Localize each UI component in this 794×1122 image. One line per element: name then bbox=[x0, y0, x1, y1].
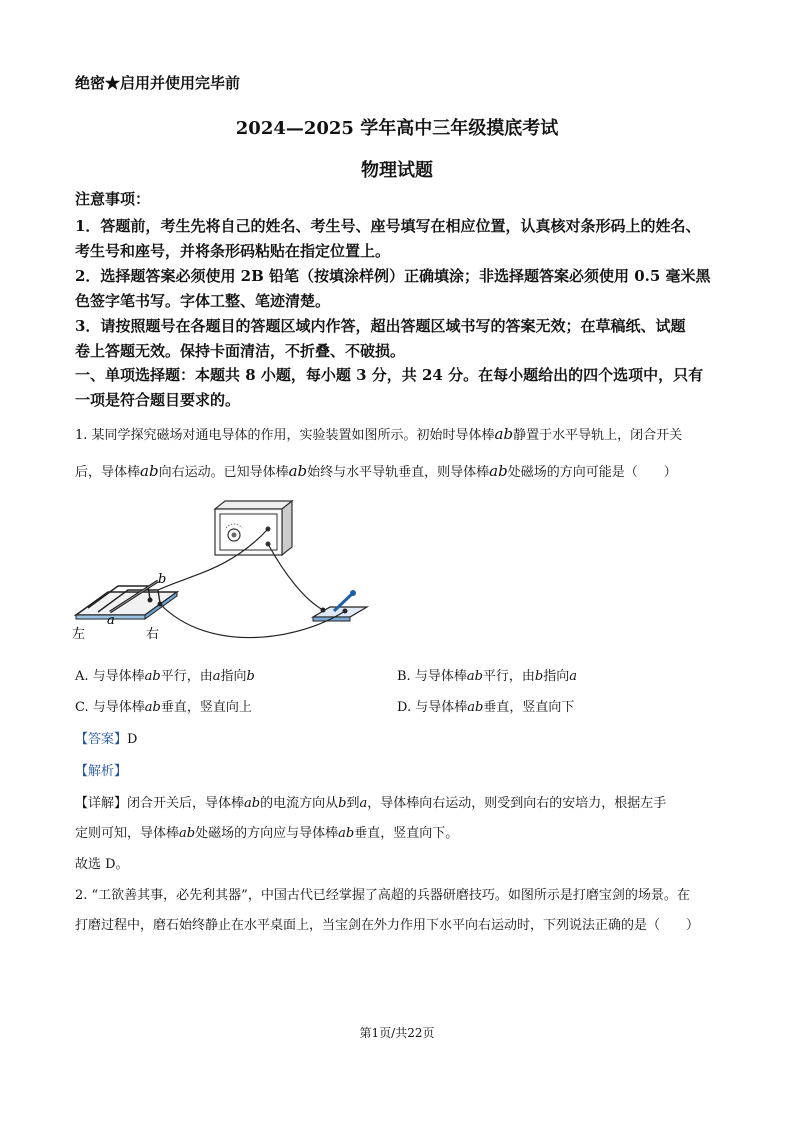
label-left: 左 bbox=[72, 627, 86, 642]
note-2-line-1: 2．选择题答案必须使用 2B 铅笔（按填涂样例）正确填涂；非选择题答案必须使用 0.5 毫米黑 bbox=[75, 267, 711, 285]
label-b: b bbox=[158, 572, 167, 587]
detail-line-2: 定则可知，导体棒ab处磁场的方向应与导体棒ab垂直，竖直向下。 bbox=[75, 826, 459, 841]
section-1-line-1: 一、单项选择题：本题共 8 小题，每小题 3 分，共 24 分。在每小题给出的四个选项中，只有 bbox=[75, 366, 704, 384]
experiment-figure bbox=[70, 495, 370, 645]
q2-text-line-2: 打磨过程中，磨石始终静止在水平桌面上，当宝剑在外力作用下水平向右运动时，下列说法正确的是（ ） bbox=[75, 918, 700, 933]
q1-text-line-2: 后，导体棒ab向右运动。已知导体棒ab始终与水平导轨垂直，则导体棒ab处磁场的方向可能是（ ） bbox=[75, 462, 677, 480]
power-supply bbox=[215, 501, 292, 555]
answer-tag: 【答案】 bbox=[75, 732, 128, 747]
notes-heading: 注意事项： bbox=[75, 190, 151, 208]
page-footer: 第1页/共22页 bbox=[359, 1026, 435, 1040]
option-a: A. 与导体棒ab平行，由a指向b bbox=[75, 669, 255, 684]
subject-title: 物理试题 bbox=[361, 160, 433, 181]
option-c: C. 与导体棒ab垂直，竖直向上 bbox=[75, 700, 252, 715]
label-a: a bbox=[107, 613, 115, 628]
section-1-line-2: 一项是符合题目要求的。 bbox=[75, 391, 241, 409]
note-1-line-2: 考生号和座号，并将条形码粘贴在指定位置上。 bbox=[75, 242, 391, 260]
label-right: 右 bbox=[146, 627, 160, 642]
note-3-line-1: 3．请按照题号在各题目的答题区域内作答，超出答题区域书写的答案无效；在草稿纸、试题 bbox=[75, 317, 686, 335]
q2-text-line-1: 2. “工欲善其事，必先利其器”，中国古代已经掌握了高超的兵器研磨技巧。如图所示是打磨宝剑的场景。在 bbox=[75, 888, 690, 903]
analysis-tag: 【解析】 bbox=[75, 764, 128, 779]
exam-title: 2024—2025 学年高中三年级摸底考试 bbox=[235, 118, 559, 139]
answer-line bbox=[75, 728, 137, 747]
confidential-label: 绝密★启用并使用完毕前 bbox=[75, 74, 241, 92]
switch-icon bbox=[313, 590, 367, 621]
detail-line-1: 【详解】闭合开关后，导体棒ab的电流方向从b到a，导体棒向右运动，则受到向右的安培力，根据左手 bbox=[75, 796, 667, 811]
answer-value: D bbox=[127, 732, 138, 747]
q1-text-line-1: 1. 某同学探究磁场对通电导体的作用，实验装置如图所示。初始时导体棒ab静置于水平导轨上，闭合开关 bbox=[75, 425, 683, 443]
conclusion: 故选 D。 bbox=[75, 857, 129, 872]
option-d: D. 与导体棒ab垂直，竖直向下 bbox=[397, 700, 575, 715]
note-3-line-2: 卷上答题无效。保持卡面清洁，不折叠、不破损。 bbox=[75, 342, 406, 360]
note-1-line-1: 1．答题前，考生先将自己的姓名、考生号、座号填写在相应位置，认真核对条形码上的姓名、 bbox=[75, 217, 701, 235]
note-2-line-2: 色签字笔书写。字体工整、笔迹清楚。 bbox=[75, 292, 331, 310]
option-b: B. 与导体棒ab平行，由b指向a bbox=[397, 669, 578, 684]
